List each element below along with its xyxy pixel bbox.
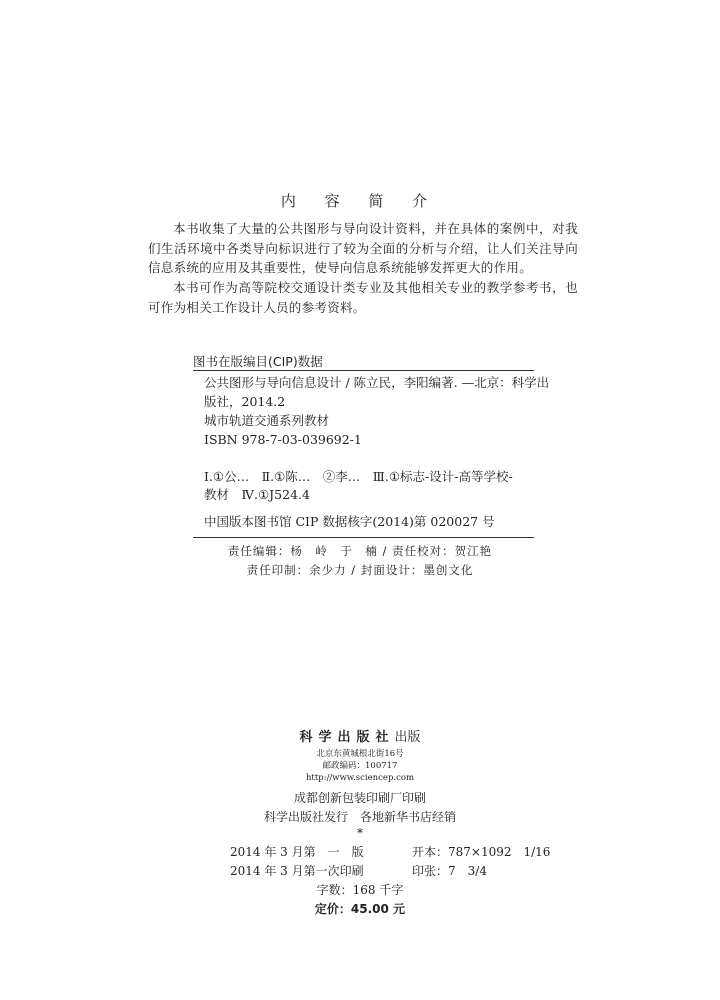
publisher-suffix: 出版 [394, 730, 421, 745]
cip-line-4: ISBN 978-7-03-039692-1 [204, 432, 362, 447]
publisher-postcode: 邮政编码：100717 [322, 761, 398, 771]
cip-bottom-rule [193, 537, 534, 538]
credits-line-1: 责任编辑：杨 岭 于 楠 / 责任校对：贺江艳 [227, 544, 493, 558]
cip-line-6: 教材 Ⅳ.①J524.4 [204, 487, 310, 502]
cip-line-1: 公共图形与导向信息设计 / 陈立民，李阳编著. —北京：科学出 [204, 375, 550, 390]
distribution-line: 科学出版社发行 各地新华书店经销 [263, 810, 456, 824]
separator-star: * [357, 826, 363, 840]
word-count: 字数：168 千字 [316, 883, 404, 897]
cip-title: 图书在版编目(CIP)数据 [193, 354, 323, 369]
publisher-line [0, 726, 720, 745]
printing-line: 2014 年 3 月第一次印刷 [230, 864, 364, 878]
publisher-website: http://www.sciencep.com [305, 773, 415, 783]
printer-line: 成都创新包装印刷厂印刷 [293, 791, 426, 805]
format-line: 开本：787×1092 1/16 [412, 845, 551, 859]
summary-title: 内 容 简 介 [280, 192, 440, 210]
cip-line-5: Ⅰ.①公… Ⅱ.①陈… ②李… Ⅲ.①标志-设计-高等学校- [204, 469, 513, 484]
summary-paragraph-1: 本书收集了大量的公共图形与导向设计资料，并在具体的案例中，对我们生活环境中各类导向标识进行了较为全面的分析与介绍，让人们关注导向信息系统的应用及其重要性，使导向信息系统能够发挥更大的作用。 [148, 221, 578, 275]
cip-record: 中国版本图书馆 CIP 数据核字(2014)第 020027 号 [204, 514, 495, 529]
summary-paragraph-2: 本书可作为高等院校交通设计类专业及其他相关专业的教学参考书，也可作为相关工作设计人员的参考资料。 [148, 280, 578, 315]
cip-line-3: 城市轨道交通系列教材 [204, 413, 330, 428]
publisher-name: 科学出版社 [299, 730, 395, 745]
price: 定价：45.00 元 [314, 902, 406, 916]
cip-line-2: 版社，2014.2 [204, 394, 286, 409]
cip-top-rule [193, 370, 534, 371]
edition-line: 2014 年 3 月第 一 版 [230, 845, 364, 859]
publisher-address: 北京东黄城根北街16号 [316, 749, 404, 759]
credits-line-2: 责任印制：余少力 / 封面设计：墨创文化 [246, 563, 474, 577]
sheets-line: 印张：7 3/4 [412, 864, 487, 878]
